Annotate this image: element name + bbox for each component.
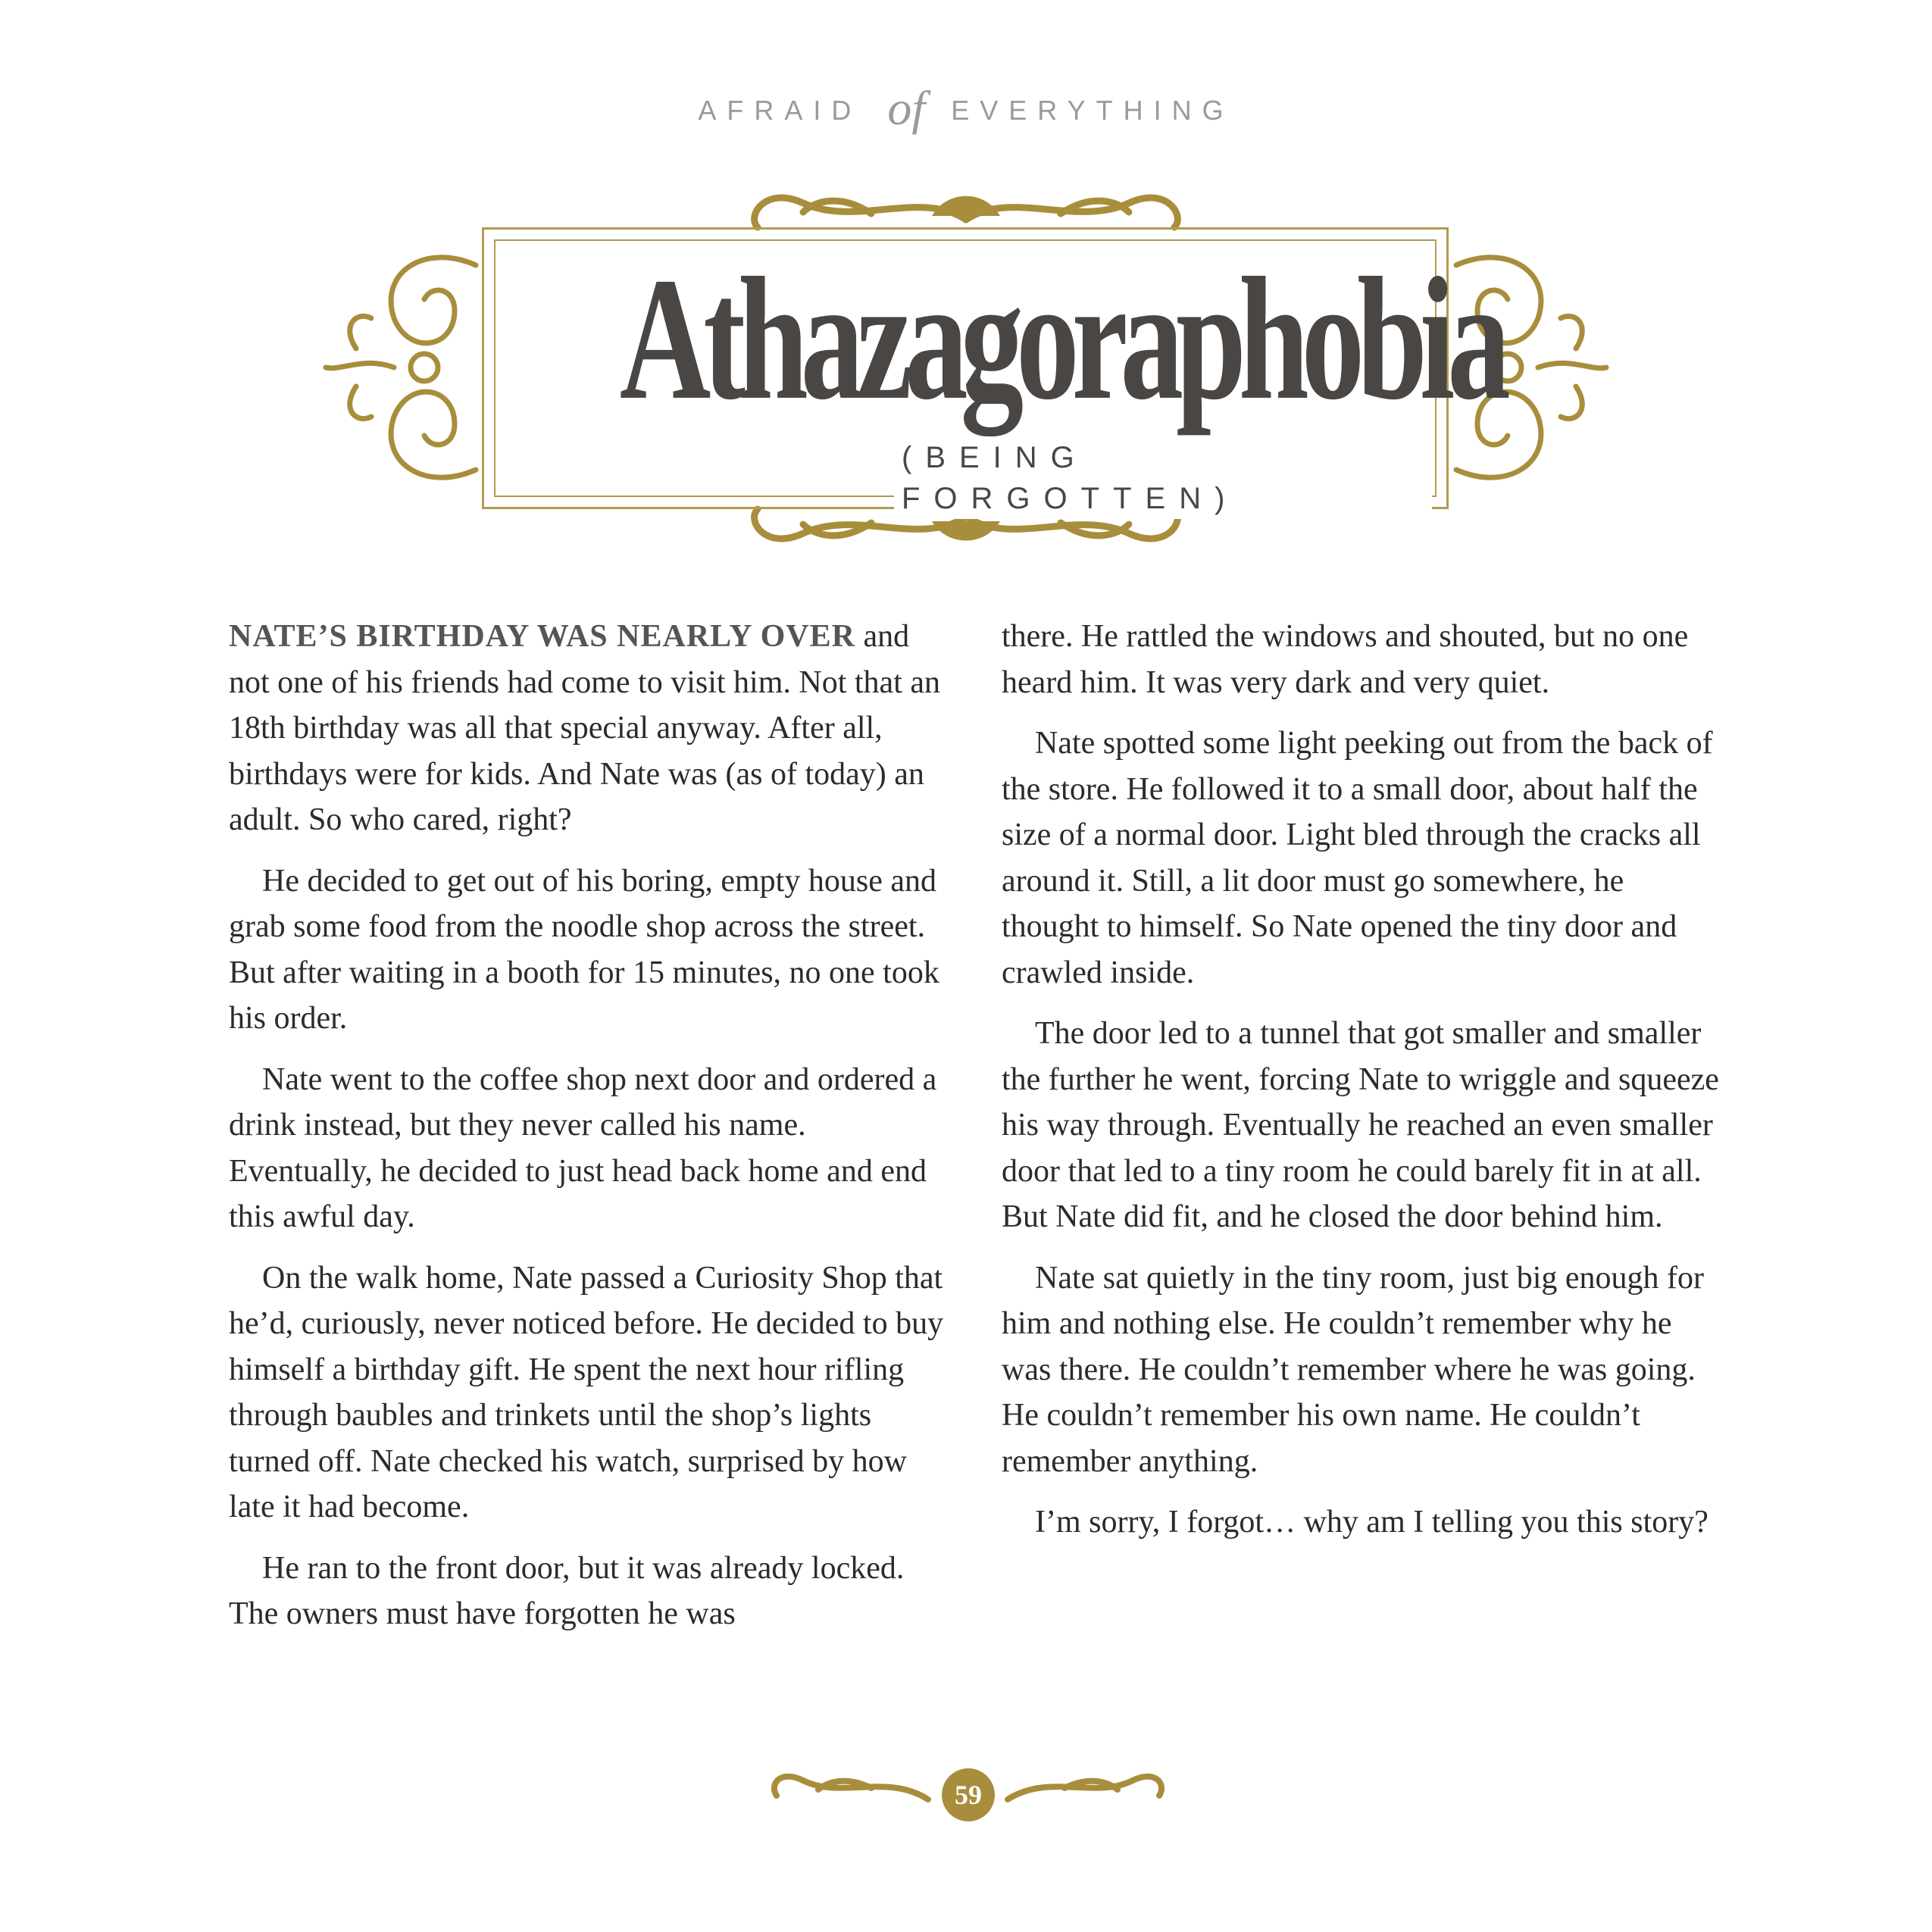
paragraph-4: On the walk home, Nate passed a Curiosity Shop that he’d, curiously, never noticed before. He decided to buy himself a birthday gift. He spent the next hour rifling through baubles and trinkets until the shop’s lights turned off. Nate checked his watch, surprised by how late it had become. [229,1260,944,1524]
footer-flourish-right-icon [1008,1777,1161,1799]
paragraph-6: Nate spotted some light peeking out from the back of the store. He followed it to a small door, about half the size of a normal door. Light bled through the cracks all around it. Still, a lit door must go somewhere, he thought to himself. So Nate opened the tiny door and crawled inside. [1002,726,1713,990]
text-column-left [229,614,956,1652]
paragraph-5: He ran to the front door, but it was already locked. The owners must have forgotten he was [229,1550,905,1631]
running-head-of: of [887,81,926,135]
running-head-left: AFRAID [698,95,862,126]
paragraph-8: Nate sat quietly in the tiny room, just big enough for him and nothing else. He couldn’t remember why he was there. He couldn’t remember where he was going. He couldn’t remember his own name. He couldn’t remember anything. [1002,1260,1705,1479]
paragraph-1-text: and not one of his friends had come to visit him. Not that an 18th birthday was all that special anyway. After all, birthdays were for kids. And Nate was (as of today) an adult. So who cared, right? [229,619,941,837]
text-column-right [1002,614,1729,1561]
paragraph-9: I’m sorry, I forgot… why am I telling you this story? [1035,1505,1708,1540]
chapter-subtitle: (BEING FORGOTTEN) [894,437,1432,519]
paragraph-7: The door led to a tunnel that got smaller and smaller the further he went, forcing Nate to wriggle and squeeze his way through. Eventually he reached an even smaller door that led to a tiny room he could barely fit in at all. But Nate did fit, and he closed the door behind him. [1002,1016,1719,1234]
running-head-right: EVERYTHING [951,95,1234,126]
footer-flourish-left-icon [774,1777,928,1799]
left-scroll-icon [326,258,476,477]
chapter-title: Athazagoraphobia [619,242,1503,436]
paragraph-5-continued: there. He rattled the windows and shouted, but no one heard him. It was very dark and very quiet. [1002,619,1689,700]
paragraph-1 [229,614,956,843]
page-number: 59 [942,1768,995,1821]
bottom-crest-icon [932,521,1000,541]
lead-in: NATE’S BIRTHDAY WAS NEARLY OVER [229,619,855,654]
top-crest-icon [932,196,1000,216]
paragraph-3: Nate went to the coffee shop next door and ordered a drink instead, but they never called his name. Eventually, he decided to just head back home and end this awful day. [229,1061,937,1234]
paragraph-2: He decided to get out of his boring, empty house and grab some food from the noodle shop across the street. But after waiting in a booth for 15 minutes, no one took his order. [229,863,939,1036]
